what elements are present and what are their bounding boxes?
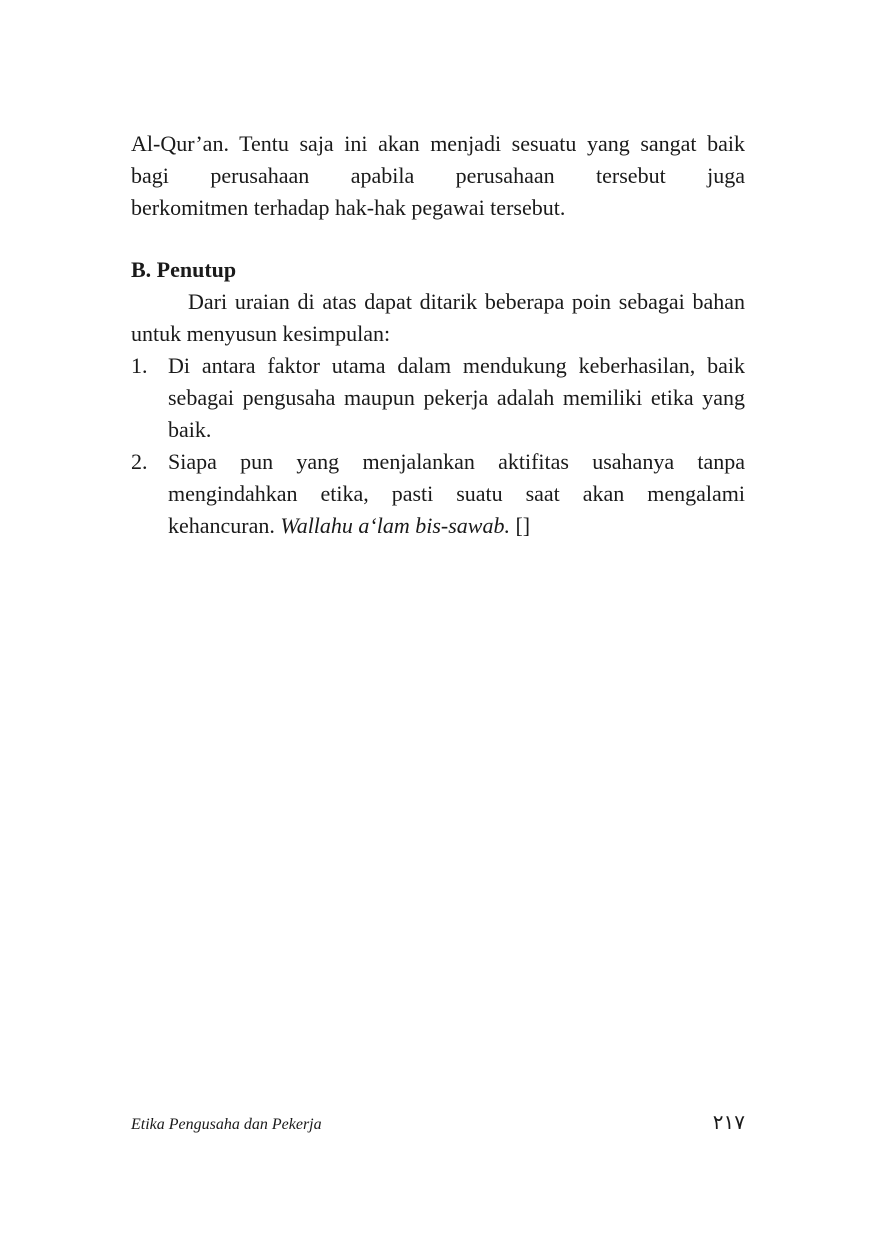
page-body (131, 128, 745, 542)
opening-paragraph (131, 128, 745, 224)
page-number: ٢١٧ (712, 1110, 745, 1134)
list-item (131, 446, 745, 542)
list-item (131, 350, 745, 446)
conclusion-list (131, 350, 745, 542)
section-heading: B. Penutup (131, 257, 237, 282)
list-item-number: 1. (131, 353, 148, 378)
list-item-number: 2. (131, 449, 148, 474)
closing-phrase: Wallahu a‘lam bis-sawab. (280, 513, 510, 538)
end-mark: [] (509, 513, 531, 538)
list-item-text: Siapa pun yang menjalankan aktifitas usahanya tanpa mengindahkan etika, pasti suatu saat akan mengalami kehancuran. (168, 449, 745, 538)
opening-paragraph-line-2: bagi perusahaan apabila perusahaan tersebut juga (131, 163, 745, 188)
opening-paragraph-line-3: berkomitmen terhadap hak-hak pegawai tersebut. (131, 195, 566, 220)
list-item-text: Di antara faktor utama dalam mendukung keberhasilan, baik sebagai pengusaha maupun pekerja adalah memiliki etika yang baik. (168, 353, 745, 442)
intro-paragraph: Dari uraian di atas dapat ditarik beberapa poin sebagai bahan untuk menyusun kesimpulan: (131, 289, 745, 346)
opening-paragraph-line-1: Al-Qur’an. Tentu saja ini akan menjadi sesuatu yang sangat baik (131, 131, 745, 156)
footer-book-title: Etika Pengusaha dan Pekerja (131, 1116, 322, 1133)
